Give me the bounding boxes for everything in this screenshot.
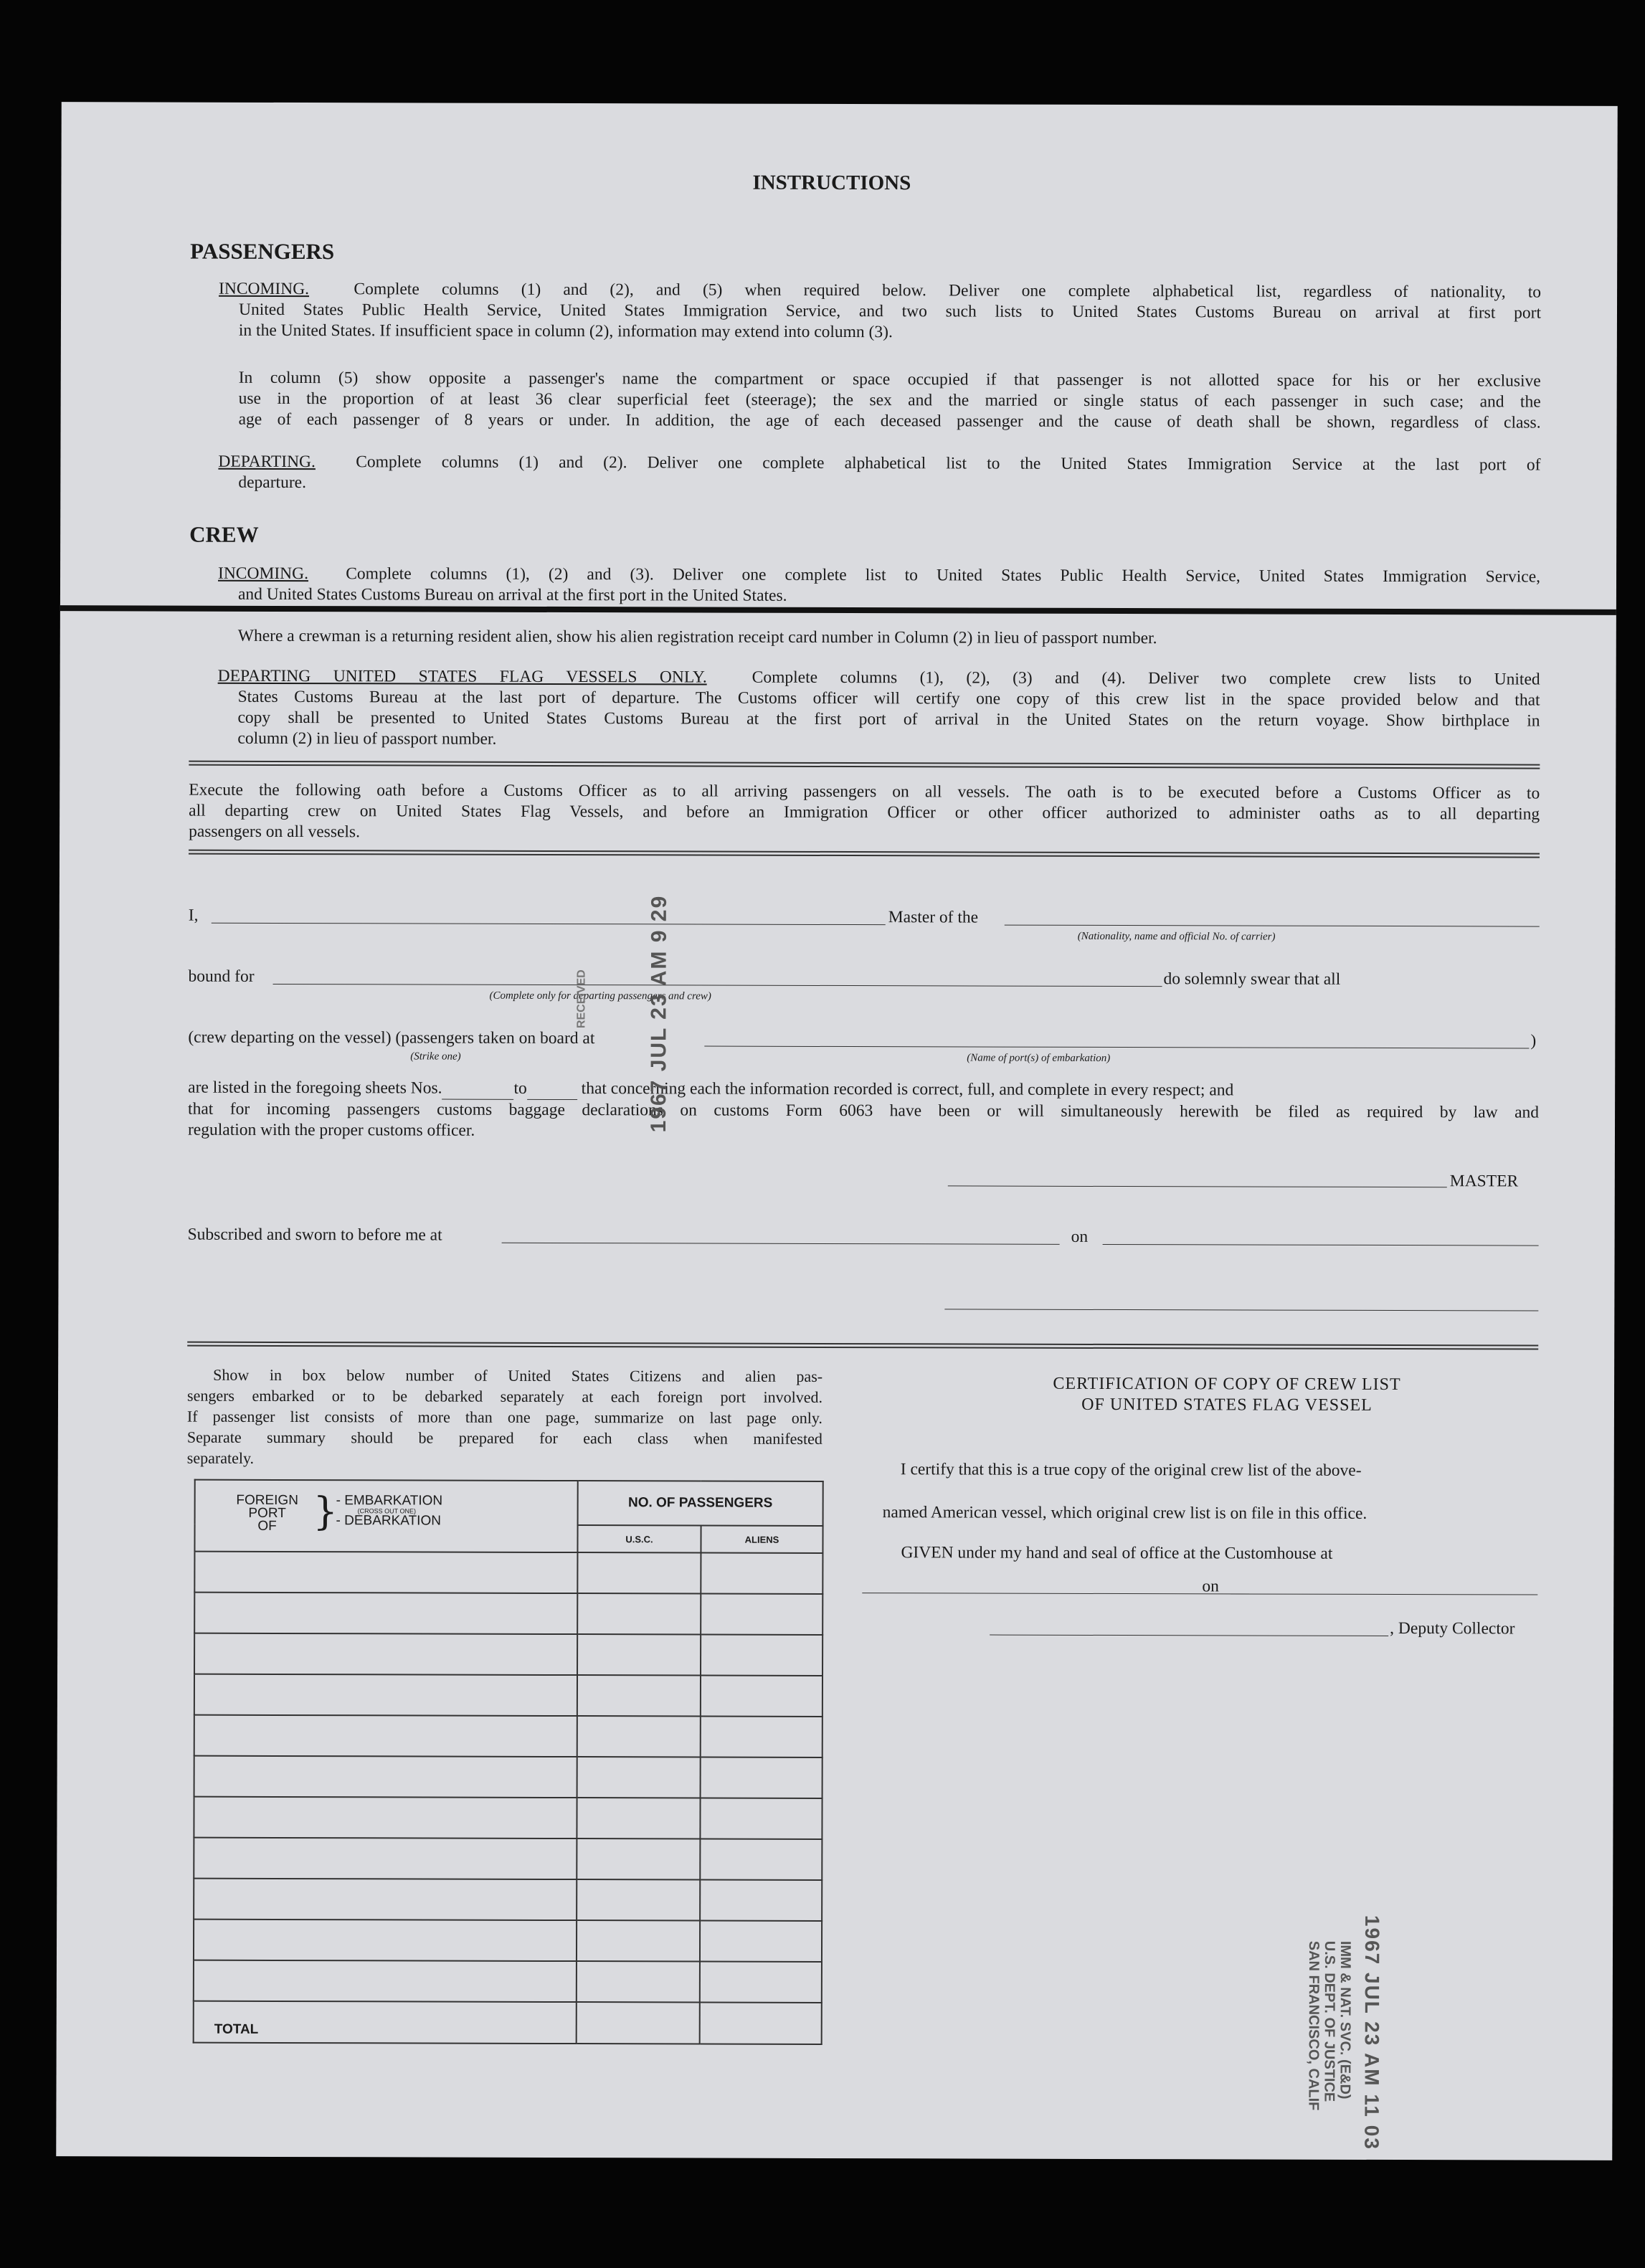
crew-incoming-label: INCOMING. [217,564,309,584]
text-line: Execute the following oath before a Customs Officer as to all arriving passengers on all vessels. The oath is to be executed before a Customs Officer as to [189,780,1540,803]
table-row [194,1674,823,1717]
subscribed-label: Subscribed and sworn to before me at [187,1225,442,1245]
immigration-date-stamp: 1967 JUL 23 AM 11 03 [1360,1914,1384,2150]
port-cell[interactable] [194,1756,577,1798]
text-line: FOREIGN [236,1492,298,1509]
text-line: If passenger list consists of more than one page, summarize on last page only. [186,1407,823,1427]
aliens-cell[interactable] [701,1553,823,1594]
text-span: that concerning each the information recorded is correct, full, and complete in every respect; and [581,1079,1234,1100]
text-span: to [513,1078,527,1098]
text-line: Complete columns (1) and (2), and (5) when required below. Deliver one complete alphabetical list, regardless of nationality, to [354,280,1542,302]
table-row [194,1920,822,1962]
text-line: OF [257,1518,277,1534]
master-signature-label: MASTER [1449,1172,1519,1191]
no-of-passengers-header: NO. OF PASSENGERS [578,1481,823,1526]
aliens-cell[interactable] [700,1962,822,2003]
port-header-cell [194,1480,577,1552]
aliens-cell[interactable] [701,1717,823,1757]
text-line: Complete columns (1), (2), (3) and (4). Deliver two complete crew lists to United [752,668,1540,689]
embarkation-port-blank[interactable] [704,1046,1529,1049]
bound-for-label: bound for [188,967,255,986]
usc-cell[interactable] [577,1920,700,1961]
section-divider [189,761,1540,769]
text-line: column (2) in lieu of passport number. [237,729,497,749]
aliens-cell[interactable] [701,1635,823,1676]
ports-caption: (Name of port(s) of embarkation) [967,1052,1111,1064]
text-line: U.S. DEPT. OF JUSTICE [1321,1940,1338,2102]
crew-passengers-option: (crew departing on the vessel) (passengers taken on board at [188,1028,595,1048]
text-line: CERTIFICATION OF COPY OF CREW LIST [1053,1374,1401,1395]
nationality-caption: (Nationality, name and official No. of carrier) [1077,930,1276,943]
text-line: Show in box below number of United States Citizens and alien pas- [213,1365,823,1385]
passengers-departing-label: DEPARTING. [218,452,316,472]
passengers-heading: PASSENGERS [190,238,335,265]
aliens-total-cell[interactable] [700,2003,822,2044]
text-line: SAN FRANCISCO, CALIF [1305,1940,1322,2111]
form-page [56,102,1617,2160]
port-cell[interactable] [194,1633,577,1675]
passengers-incoming-label: INCOMING. [219,279,310,299]
foreign-port-label [226,1494,309,1533]
port-cell[interactable] [194,1552,577,1593]
usc-cell[interactable] [577,1593,701,1634]
close-paren: ) [1530,1031,1537,1050]
passengers-incoming-paragraph [219,279,1541,345]
crew-departing-paragraph [217,666,1540,753]
subscribed-date-blank[interactable] [1103,1244,1539,1246]
text-line: PORT [248,1505,286,1521]
port-cell[interactable] [194,1960,577,2002]
strike-one-caption: (Strike one) [410,1050,461,1063]
certification-line1: I certify that this is a true copy of the original crew list of the above- [900,1460,1362,1480]
section-divider [187,1342,1538,1350]
text-line: - EMBARKATION [336,1493,443,1509]
sheet-to-blank[interactable] [527,1078,577,1100]
aliens-cell[interactable] [700,1798,822,1839]
table-row [194,1756,823,1798]
table-row [194,1838,822,1880]
certification-line2: named American vessel, which original crew list is on file in this office. [882,1503,1367,1523]
text-line: Complete columns (1), (2) and (3). Deliver one complete list to United States Public Health Service, United States Immigration Service, [346,564,1541,587]
oath-certification-text [188,1078,1539,1144]
usc-header: U.S.C. [577,1525,701,1552]
usc-cell[interactable] [577,1757,701,1798]
usc-cell[interactable] [577,1961,700,2002]
name-blank[interactable] [212,923,886,925]
text-line: use in the proportion of at least 36 clear superficial feet (steerage); the sex and the married or single status of each passenger in such case; and the [238,389,1541,412]
total-row [194,2001,822,2044]
usc-cell[interactable] [577,1634,701,1675]
text-line: United States Public Health Service, United States Immigration Service, and two such lists to United States Customs Bureau on arrival at first port [238,300,1542,323]
passengers-departing-paragraph [218,452,1540,497]
usc-cell[interactable] [577,1716,701,1757]
text-line: that for incoming passengers customs baggage declarations on customs Form 6063 have been or will simultaneously herewith be filed as required by law and [188,1099,1540,1122]
table-row [194,1715,823,1757]
carrier-blank[interactable] [1005,925,1540,927]
text-line: age of each passenger of 8 years or under. In addition, the age of each deceased passenger and the cause of death shall be shown, regardless of class. [238,409,1541,432]
text-line: Complete columns (1) and (2). Deliver one complete alphabetical list to the United States Immigration Service at the last port of [356,452,1541,475]
solemnly-swear-text: do solemnly swear that all [1163,969,1341,989]
usc-cell[interactable] [577,1798,700,1838]
certification-line3: GIVEN under my hand and seal of office at the Customhouse at [901,1543,1333,1563]
table-row [194,1633,823,1676]
aliens-cell[interactable] [700,1880,822,1921]
text-line: OF UNITED STATES FLAG VESSEL [1081,1395,1373,1415]
deputy-signature-blank[interactable] [990,1635,1388,1636]
usc-cell[interactable] [577,1552,701,1593]
oath-i-label: I, [188,906,199,925]
text-line: copy shall be presented to United States Customs Bureau at the first port of arrival in the United States on the return voyage. Show birthplace in [237,708,1540,731]
table-row [194,1879,822,1921]
text-line: In column (5) show opposite a passenger's name the compartment or space occupied if that passenger is not allotted space for his or her exclusive [238,368,1541,391]
certification-date-blank[interactable] [1231,1593,1537,1595]
text-line: and United States Customs Bureau on arrival at the first port in the United States. [237,584,787,605]
text-line: regulation with the proper customs officer. [187,1120,475,1140]
aliens-cell[interactable] [701,1757,823,1798]
date-received-stamp: 1967 JUL 23 AM 9 29 [646,894,671,1133]
table-row [194,1552,823,1594]
port-cell[interactable] [194,1593,577,1634]
aliens-cell[interactable] [700,1921,822,1962]
complete-only-caption: (Complete only for departing passengers and crew) [489,990,711,1002]
customhouse-blank[interactable] [862,1593,1249,1594]
deputy-collector-label: , Deputy Collector [1390,1619,1515,1638]
bound-for-blank[interactable] [273,984,1162,987]
certification-title [868,1373,1585,1417]
subscribed-on-label: on [1071,1227,1089,1246]
port-cell[interactable] [194,1715,577,1757]
subscribed-place-blank[interactable] [502,1243,1060,1245]
port-cell[interactable] [194,1920,577,1961]
text-line: passengers on all vessels. [189,822,360,842]
text-line: (CROSS OUT ONE) [357,1507,416,1515]
text-line: States Customs Bureau at the last port of departure. The Customs officer will certify one copy of this crew list in the space provided below and that [237,687,1540,710]
text-line: separately. [186,1448,255,1467]
text-span: are listed in the foregoing sheets Nos. [188,1078,442,1098]
table-row [194,1797,822,1839]
master-of-the-label: Master of the [888,908,979,927]
text-line: departure. [238,473,307,493]
page-title: INSTRUCTIONS [752,171,911,195]
usc-cell[interactable] [577,1838,700,1879]
crew-resident-alien-note: Where a crewman is a returning resident alien, show his alien registration receipt card number in Column (2) in lieu of passport number. [237,626,1157,648]
embarkation-debarkation-label [336,1494,443,1527]
table-row [194,1593,823,1635]
passengers-column5-paragraph [239,368,1541,434]
text-line: all departing crew on United States Flag Vessels, and before an Immigration Officer or other officer authorized to administer oaths as to all departing [189,801,1540,824]
port-cell[interactable] [194,1838,577,1879]
certification-on-label: on [1202,1577,1219,1596]
crew-departing-label: DEPARTING UNITED STATES FLAG VESSELS ONLY. [217,666,707,687]
text-line: in the United States. If insufficient space in column (2), information may extend into column (3). [238,321,893,342]
immigration-office-stamp [1305,1941,1353,2111]
total-label: TOTAL [194,2001,577,2044]
crew-heading: CREW [189,521,259,547]
text-line: Separate summary should be prepared for each class when manifested [186,1428,823,1448]
port-cell[interactable] [194,1797,577,1838]
usc-cell[interactable] [577,1675,701,1716]
table-row [194,1960,822,2003]
aliens-cell[interactable] [700,1839,822,1880]
port-cell[interactable] [194,1674,577,1716]
sheet-from-blank[interactable] [442,1078,513,1100]
section-divider [189,850,1540,858]
officer-signature-blank[interactable] [944,1309,1538,1311]
aliens-cell[interactable] [701,1676,823,1717]
usc-cell[interactable] [577,1879,700,1920]
passenger-summary-instructions [187,1365,823,1470]
usc-total-cell[interactable] [577,2002,700,2044]
passenger-summary-table [193,1479,824,2045]
brace: } [313,1489,338,1534]
text-line: sengers embarked or to be debarked separately at each foreign port involved. [186,1386,823,1406]
port-cell[interactable] [194,1879,577,1920]
oath-instructions [189,780,1540,846]
aliens-cell[interactable] [701,1594,823,1635]
received-stamp: RECEIVED [575,969,588,1029]
master-signature-blank[interactable] [948,1185,1447,1187]
text-line: IMM & NAT. SVC. (E&D) [1337,1940,1354,2099]
text-line: - DEBARKATION [336,1513,441,1529]
aliens-header: ALIENS [701,1526,823,1553]
crew-incoming-paragraph [218,564,1540,609]
